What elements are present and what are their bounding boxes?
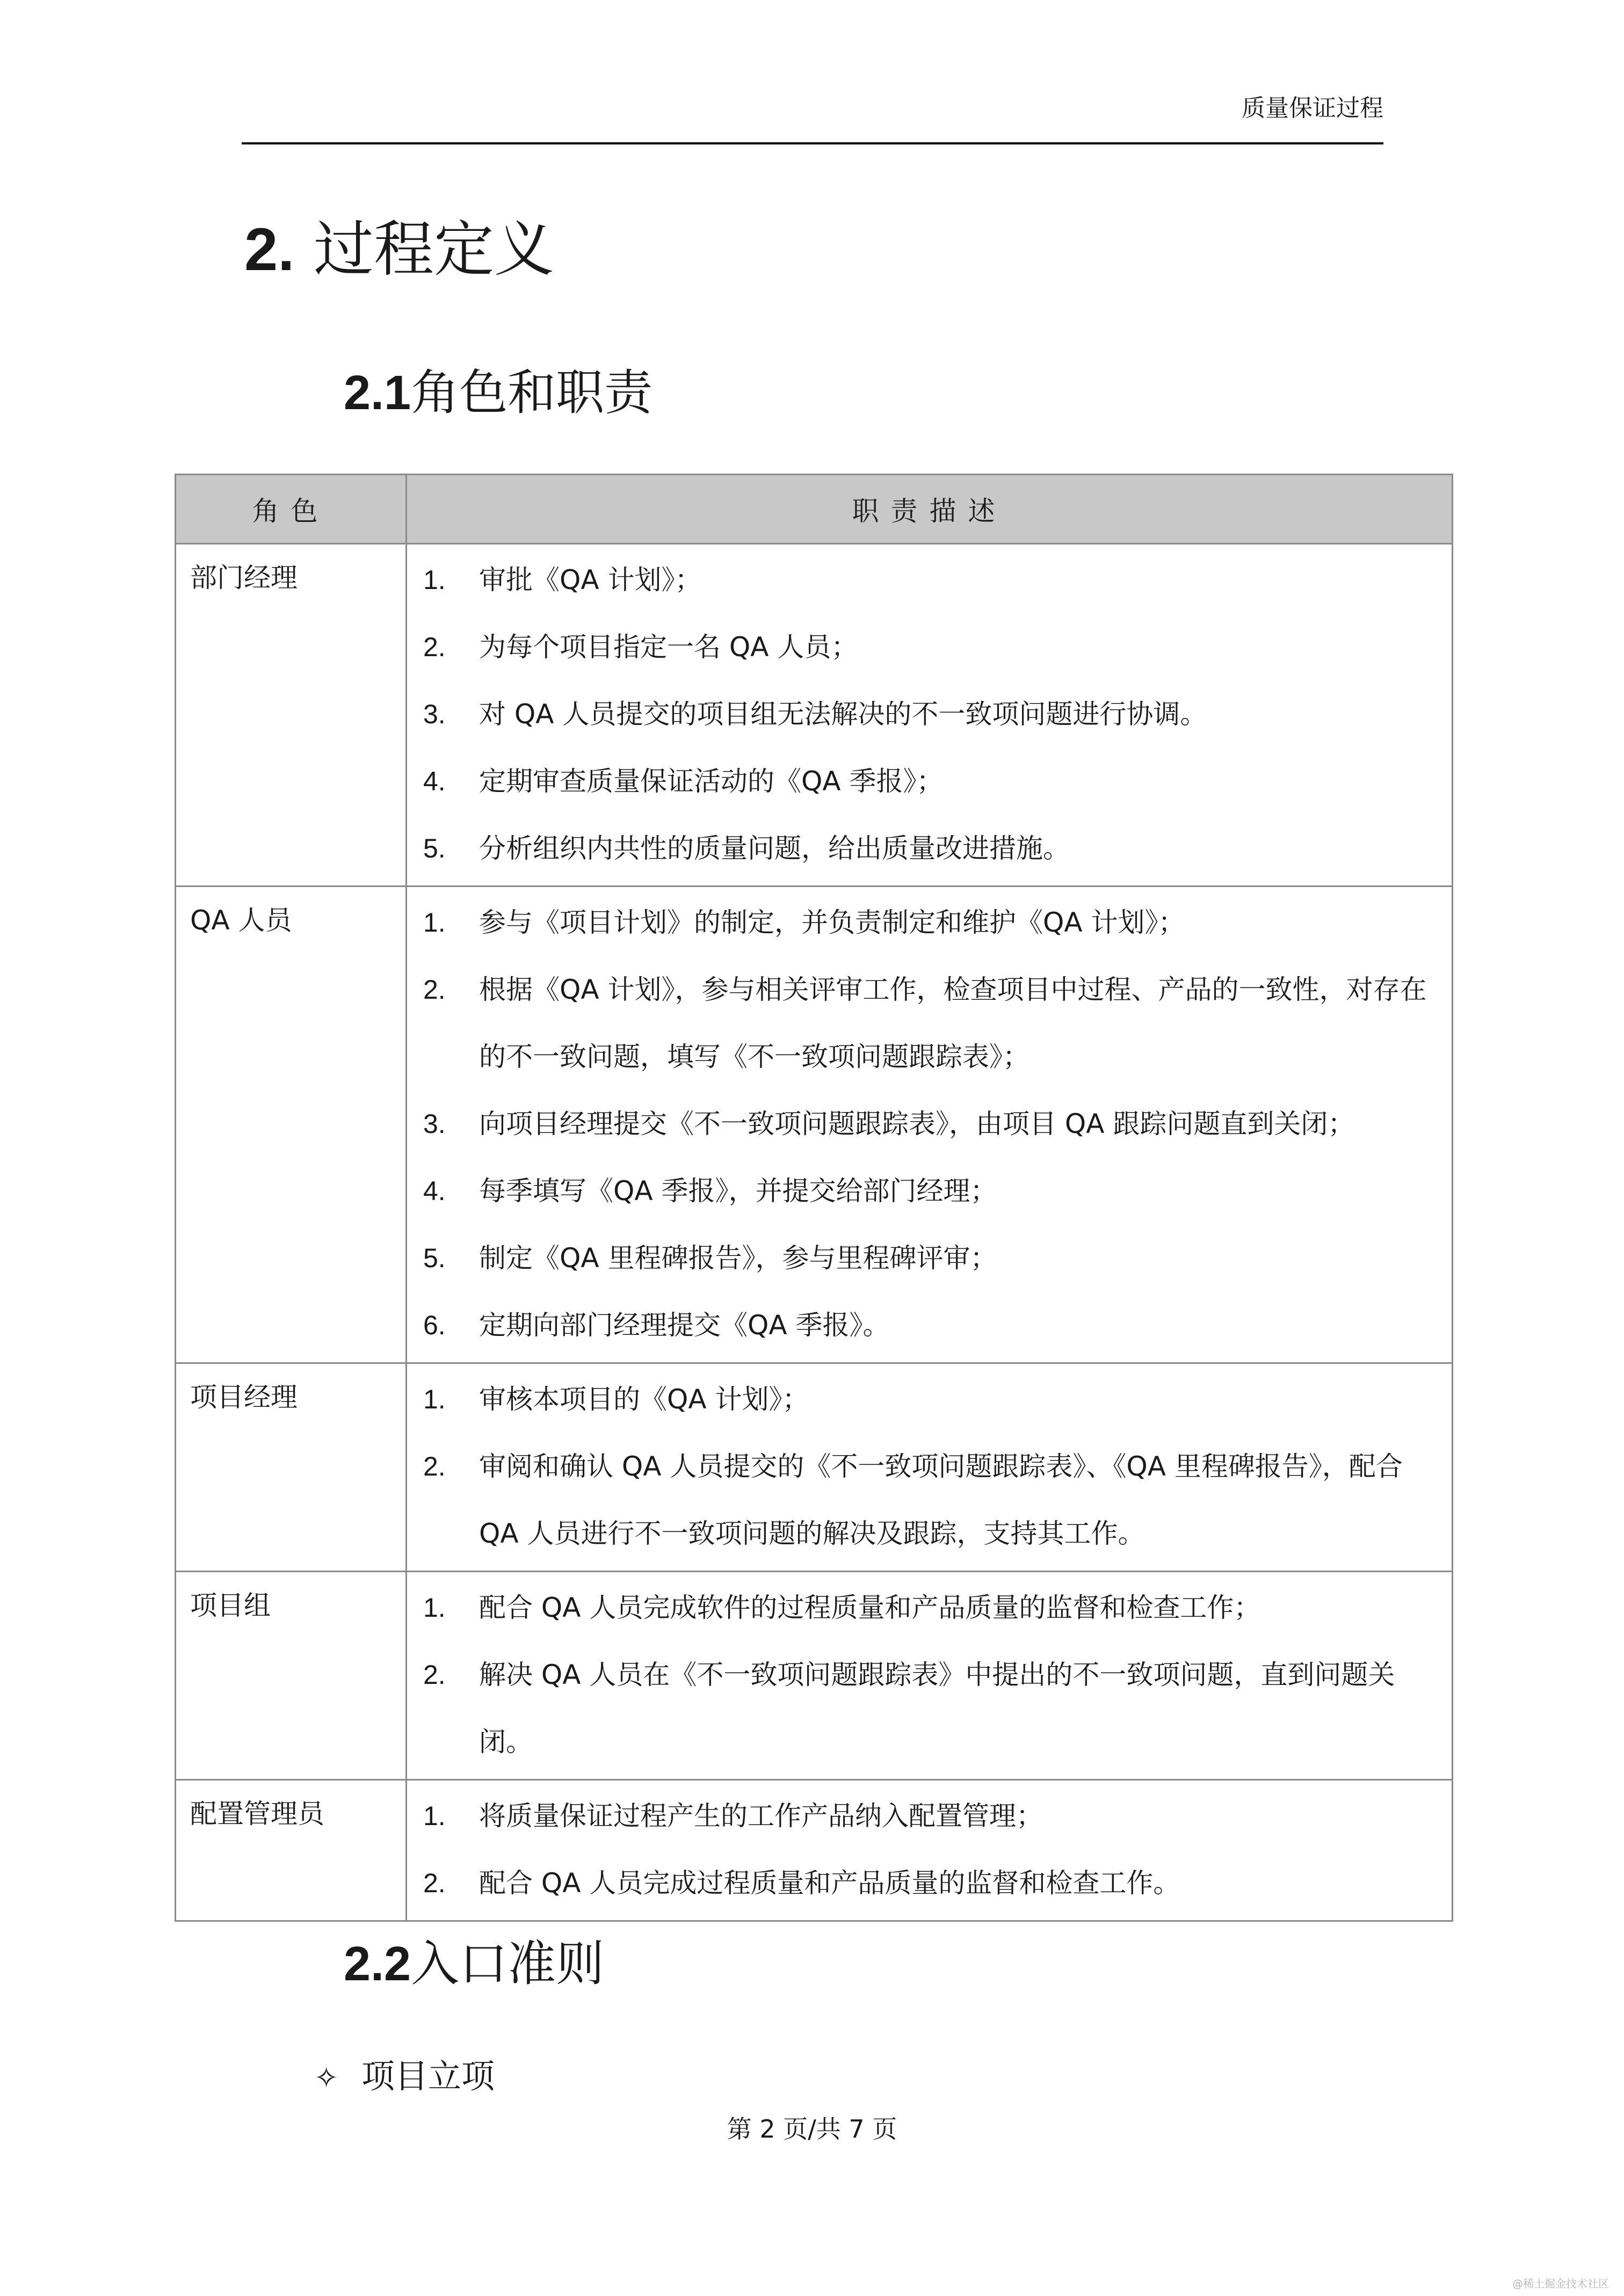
table-header-row xyxy=(176,475,1453,544)
list-item-number: 3. xyxy=(423,1109,446,1139)
list-item-number: 1. xyxy=(423,1384,446,1414)
list-item-number: 3. xyxy=(423,699,446,729)
list-item-text: 配合 QA 人员完成软件的过程质量和产品质量的监督和检查工作； xyxy=(479,1592,1261,1623)
header-cell-duties: 职责描述 xyxy=(407,475,1453,544)
header-cell-role: 角色 xyxy=(176,475,407,544)
table-row xyxy=(176,887,1453,1363)
list-item-text: 参与《项目计划》的制定，并负责制定和维护《QA 计划》； xyxy=(479,907,1185,938)
entry-criteria-text: 项目立项 xyxy=(361,2057,495,2096)
list-item xyxy=(423,1574,1452,1641)
role-cell: 部门经理 xyxy=(176,544,407,887)
list-item xyxy=(423,956,1452,1091)
role-cell: 配置管理员 xyxy=(176,1780,407,1921)
list-item-text: 分析组织内共性的质量问题，给出质量改进措施。 xyxy=(479,833,1070,864)
list-item xyxy=(423,1366,1452,1433)
running-header-title: 质量保证过程 xyxy=(1242,95,1383,122)
subsection-number: 2.1 xyxy=(344,366,411,420)
page-number-footer: 第 2 页/共 7 页 xyxy=(727,2115,897,2144)
list-item xyxy=(423,1641,1452,1776)
subsection-heading-entry xyxy=(344,1932,604,1996)
duties-list xyxy=(423,547,1452,882)
list-item-text: 将质量保证过程产生的工作产品纳入配置管理； xyxy=(479,1800,1043,1832)
list-item xyxy=(423,1091,1452,1158)
list-item-number: 2. xyxy=(423,1868,446,1898)
subsection-title: 角色和职责 xyxy=(411,365,653,421)
list-item-number: 2. xyxy=(423,975,446,1005)
duties-cell xyxy=(407,544,1453,887)
duties-list xyxy=(423,889,1452,1359)
list-item xyxy=(423,1850,1452,1917)
list-item-number: 4. xyxy=(423,1176,446,1206)
list-item-number: 1. xyxy=(423,907,446,938)
duties-list xyxy=(423,1783,1452,1917)
list-item xyxy=(423,547,1452,614)
list-item-text: 审阅和确认 QA 人员提交的《不一致项问题跟踪表》、《QA 里程碑报告》，配合 QA 人员进行不一致项问题的解决及跟踪，支持其工作。 xyxy=(479,1451,1403,1549)
list-item xyxy=(423,815,1452,882)
role-cell: QA 人员 xyxy=(176,887,407,1363)
role-cell: 项目组 xyxy=(176,1572,407,1780)
list-item-text: 每季填写《QA 季报》，并提交给部门经理； xyxy=(479,1175,997,1207)
roles-table-body xyxy=(176,544,1453,1921)
section-heading xyxy=(244,212,554,287)
list-item xyxy=(423,889,1452,956)
list-item-text: 审核本项目的《QA 计划》； xyxy=(479,1384,809,1415)
duties-list xyxy=(423,1574,1452,1776)
list-item xyxy=(423,614,1452,681)
list-item-number: 2. xyxy=(423,1451,446,1481)
list-item-number: 2. xyxy=(423,632,446,662)
duties-cell xyxy=(407,1572,1453,1780)
table-row xyxy=(176,1363,1453,1572)
list-item xyxy=(423,748,1452,815)
table-row xyxy=(176,1780,1453,1921)
entry-criteria-item xyxy=(314,2052,495,2102)
section-title: 过程定义 xyxy=(314,215,555,285)
list-item-text: 审批《QA 计划》； xyxy=(479,564,702,595)
list-item-text: 制定《QA 里程碑报告》，参与里程碑评审； xyxy=(479,1243,997,1274)
list-item xyxy=(423,1292,1452,1359)
list-item-text: 定期审查质量保证活动的《QA 季报》； xyxy=(479,766,944,797)
subsection-title: 入口准则 xyxy=(411,1936,605,1992)
duties-cell xyxy=(407,887,1453,1363)
duties-list xyxy=(423,1366,1452,1567)
role-cell: 项目经理 xyxy=(176,1363,407,1572)
watermark-text: @稀土掘金技术社区 xyxy=(1512,2277,1609,2290)
list-item-number: 2. xyxy=(423,1660,446,1690)
list-item xyxy=(423,681,1452,748)
list-item-text: 向项目经理提交《不一致项问题跟踪表》，由项目 QA 跟踪问题直到关闭； xyxy=(479,1108,1355,1139)
list-item-text: 解决 QA 人员在《不一致项问题跟踪表》中提出的不一致项问题，直到问题关闭。 xyxy=(479,1659,1395,1757)
table-row xyxy=(176,544,1453,887)
list-item-number: 6. xyxy=(423,1310,446,1340)
list-item xyxy=(423,1783,1452,1850)
list-item xyxy=(423,1433,1452,1567)
section-number: 2. xyxy=(244,216,295,283)
list-item-number: 5. xyxy=(423,1243,446,1273)
list-item-text: 配合 QA 人员完成过程质量和产品质量的监督和检查工作。 xyxy=(479,1868,1180,1899)
duties-cell xyxy=(407,1780,1453,1921)
list-item xyxy=(423,1225,1452,1292)
roles-table xyxy=(175,474,1453,1922)
list-item xyxy=(423,1158,1452,1225)
subsection-heading-roles xyxy=(344,361,653,425)
diamond-bullet-icon: ✧ xyxy=(314,2061,339,2095)
list-item-text: 对 QA 人员提交的项目组无法解决的不一致项问题进行协调。 xyxy=(479,699,1207,730)
header-rule xyxy=(242,142,1383,144)
list-item-number: 5. xyxy=(423,833,446,863)
list-item-number: 4. xyxy=(423,766,446,796)
list-item-text: 根据《QA 计划》，参与相关评审工作，检查项目中过程、产品的一致性，对存在的不一致问题，填写《不一致项问题跟踪表》； xyxy=(479,974,1427,1072)
duties-cell xyxy=(407,1363,1453,1572)
list-item-number: 1. xyxy=(423,1593,446,1623)
list-item-text: 为每个项目指定一名 QA 人员； xyxy=(479,631,858,663)
list-item-text: 定期向部门经理提交《QA 季报》。 xyxy=(479,1310,890,1341)
list-item-number: 1. xyxy=(423,565,446,595)
subsection-number: 2.2 xyxy=(344,1937,411,1991)
list-item-number: 1. xyxy=(423,1801,446,1831)
table-row xyxy=(176,1572,1453,1780)
